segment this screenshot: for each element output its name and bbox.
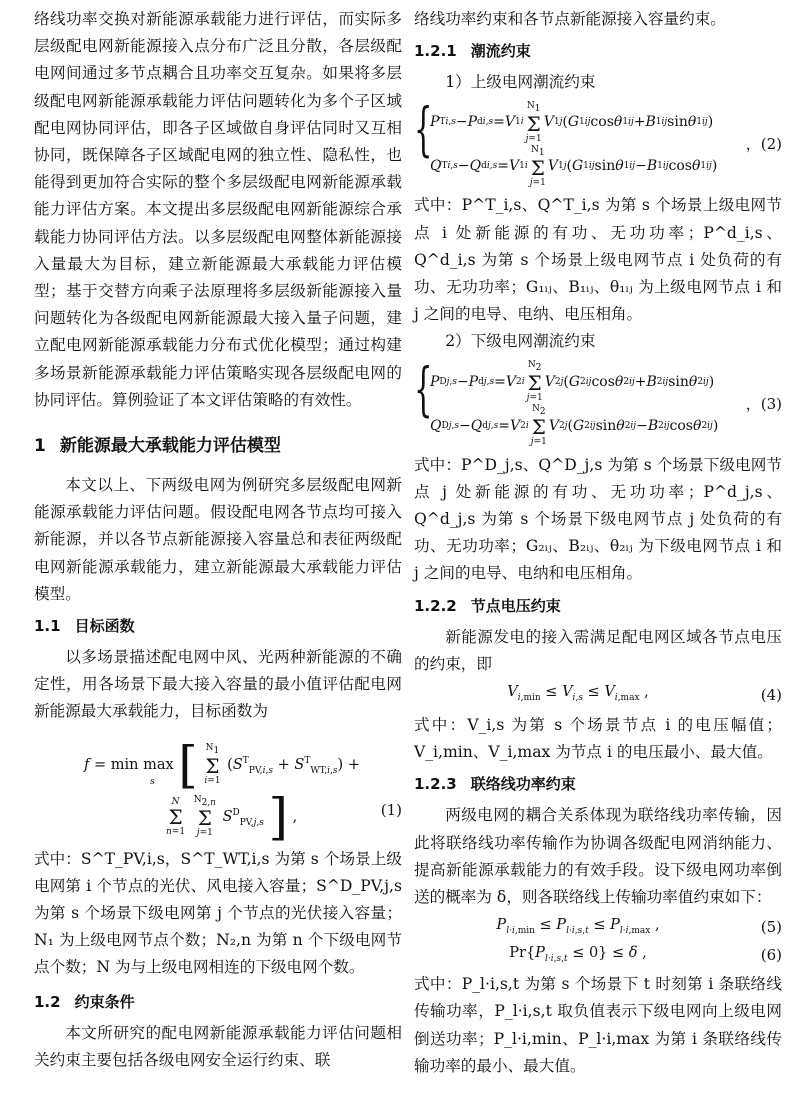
subsection-title: 目标函数 bbox=[74, 617, 135, 636]
subsection-number: 1.2.1 bbox=[414, 42, 457, 61]
equation-4-number: (4) bbox=[760, 686, 782, 705]
equation-3-number: ，(3) bbox=[745, 394, 782, 413]
subsection-heading-1-2-3 bbox=[414, 772, 782, 796]
subsection-title: 约束条件 bbox=[74, 992, 135, 1011]
tie-line-paragraph: 两级电网的耦合关系体现为联络线功率传输，因此将联络线功率传输作为协调各级配电网消纳能力、提高新能源承载能力的有效手段。设下级电网功率倒送的概率为 δ，则各联络线上传输功率值约束如下： bbox=[414, 806, 782, 907]
subsection-heading-1-2 bbox=[34, 990, 402, 1014]
section-number: 1 bbox=[34, 436, 46, 457]
equation-2-explanation: 式中：P^T_i,s、Q^T_i,s 为第 s 个场景上级电网节点 i 处新能源的有功、无功功率；P^d_i,s、Q^d_i,s 为第 s 个场景上级电网节点 i 处负荷的有功、无功功率；G₁ᵢⱼ、B₁ᵢⱼ、θ₁ᵢⱼ 为上级电网节点 i 和 j 之间的电导、电纳、电压相角。 bbox=[414, 196, 782, 324]
equation-5-6-explanation: 式中：P_l·i,s,t 为第 s 个场景下 t 时刻第 i 条联络线传输功率，P_l·i,s,t 取负值表示下级电网向上级电网倒送功率；P_l·i,min、P_l·i,max 为第 i 条联络线传输功率的最小、最大值。 bbox=[414, 975, 782, 1075]
constraints-paragraph-end: 络线功率约束和各节点新能源接入容量约束。 bbox=[414, 10, 726, 28]
left-column bbox=[34, 6, 402, 1074]
subsection-title: 节点电压约束 bbox=[470, 596, 561, 615]
right-column bbox=[414, 6, 782, 1080]
subsection-heading-1-2-1 bbox=[414, 39, 782, 63]
objective-paragraph: 以多场景描述配电网中风、光两种新能源的不确定性，用各场景下最大接入容量的最小值评估配电网新能源最大承载能力，目标函数为 bbox=[34, 648, 402, 721]
equation-6: $Pr\{P_{l\cdot i,s,t} \le 0\} \le \delta$ , (6) bbox=[509, 945, 782, 965]
subsection-heading-1-2-2 bbox=[414, 594, 782, 618]
equation-3: { P D j,s − P d j,s = V 2i $N_2$ Σ j=1 V 2j ( G 2ij cos θ 2ij + B 2ij sin θ 2ij ) Q D j,s − Q d j,s = V 2i $N_2$ Σ j=1 V 2j ( G 2ij sin θ 2ij − B 2ij cos θ 2ij ) ，(3) bbox=[414, 354, 782, 448]
subsection-number: 1.2.3 bbox=[414, 775, 457, 794]
equation-1-number: (1) bbox=[380, 800, 402, 819]
upper-grid-subheading: 1）上级电网潮流约束 bbox=[445, 73, 596, 92]
equation-2: { P T i,s − P d i,s = V 1i $N_1$ Σ j=1 V 1j ( G 1ij cos θ 1ij + B 1ij sin θ 1ij ) Q T i,s − Q d i,s = V 1i $N_1$ Σ j=1 V 1j ( G 1ij sin θ 1ij − B 1ij cos θ 1ij ) ，(2) bbox=[414, 95, 782, 188]
equation-1: f = min max [ $N_1$ Σ i=1 $(S^T_{PV,i,s} + S^T_{WT,i,s})$ + s N Σ n=1 $N_{2,n}$ Σ j=1 $S^D_{PV,j,s}$ ] , (1) bbox=[84, 735, 402, 846]
equation-1-explanation: 式中：S^T_PV,i,s，S^T_WT,i,s 为第 s 个场景上级电网第 i 个节点的光伏、风电接入容量；S^D_PV,j,s 为第 s 个场景下级电网第 j 个节点的光伏接入容量；N₁ 为上级电网节点个数；N₂,n 为第 n 个下级电网节点个数；N 为与上级电网相连的下级电网个数。 bbox=[34, 849, 402, 977]
section-heading-1 bbox=[34, 434, 402, 458]
equation-6-number: (6) bbox=[760, 946, 782, 965]
intro-paragraph-end: 络线功率交换对新能源承载能力进行评估，而实际多层级配电网新能源接入点分布广泛且分散，各层级配电网间通过多节点耦合且功率交互复杂。如果将多层级配电网新能源承载能力评估问题转化为多个子区域配电网协同评估，即各子区域做自身评估同时又互相协同，既保障各子区域配电网的独立性、隐私性，也能得到更加符合实际的整个多层级配电网新能源承载能力评估方案。本文提出多层级配电网新能源综合承载能力协同评估方法。以多层级配电网整体新能源接入量最大为目标，建立新能源最大承载能力评估模型；基于交替方向乘子法原理将多层级新能源接入量问题转化为各级配电网新能源最大接入量子问题，建立配电网新能源承载能力分布式优化模型；通过构建多场景新能源承载能力评估策略实现各层级配电网的协同评估。算例验证了本文评估策略的有效性。 bbox=[34, 10, 402, 409]
subsection-number: 1.2.2 bbox=[414, 596, 457, 615]
equation-4: $V_{i,min} \le V_{i,s} \le V_{i,max}$ , (4) bbox=[507, 684, 782, 705]
equation-4-explanation: 式中：V_i,s 为第 s 个场景节点 i 的电压幅值；V_i,min、V_i,max 为节点 i 的电压最小、最大值。 bbox=[414, 716, 782, 762]
section-1-paragraph: 本文以上、下两级电网为例研究多层级配电网新能源承载能力评估问题。假设配电网各节点均可接入新能源，并以各节点新能源接入容量总和表征两级配电网新能源承载能力，建立新能源最大承载能力评估模型。 bbox=[34, 476, 402, 603]
constraints-paragraph: 本文所研究的配电网新能源承载能力评估问题相关约束主要包括各级电网安全运行约束、联 bbox=[34, 1023, 402, 1069]
equation-3-explanation: 式中：P^D_j,s、Q^D_j,s 为第 s 个场景下级电网节点 j 处新能源的有功、无功功率；P^d_j,s、Q^d_j,s 为第 s 个场景下级电网节点 j 处负荷的有功、无功功率；G₂ᵢⱼ、B₂ᵢⱼ、θ₂ᵢⱼ 为下级电网节点 i 和 j 之间的电导、电纳和电压相角。 bbox=[414, 455, 782, 583]
subsection-title: 潮流约束 bbox=[470, 42, 531, 61]
left-brace: { bbox=[414, 95, 433, 164]
equation-5-number: (5) bbox=[760, 918, 782, 937]
voltage-paragraph: 新能源发电的接入需满足配电网区域各节点电压的约束，即 bbox=[414, 627, 782, 673]
subsection-title: 联络线功率约束 bbox=[470, 775, 576, 794]
subsection-number: 1.1 bbox=[34, 617, 61, 636]
subsection-number: 1.2 bbox=[34, 992, 61, 1011]
lower-grid-subheading: 2）下级电网潮流约束 bbox=[445, 332, 596, 351]
section-title: 新能源最大承载能力评估模型 bbox=[59, 436, 281, 457]
subsection-heading-1-1 bbox=[34, 614, 402, 638]
equation-5: $P_{l\cdot i,min} \le P_{l\cdot i,s,t} \le P_{l\cdot i,max}$ , (5) bbox=[496, 917, 782, 937]
equation-2-number: ，(2) bbox=[745, 135, 782, 154]
left-brace: { bbox=[414, 354, 433, 423]
